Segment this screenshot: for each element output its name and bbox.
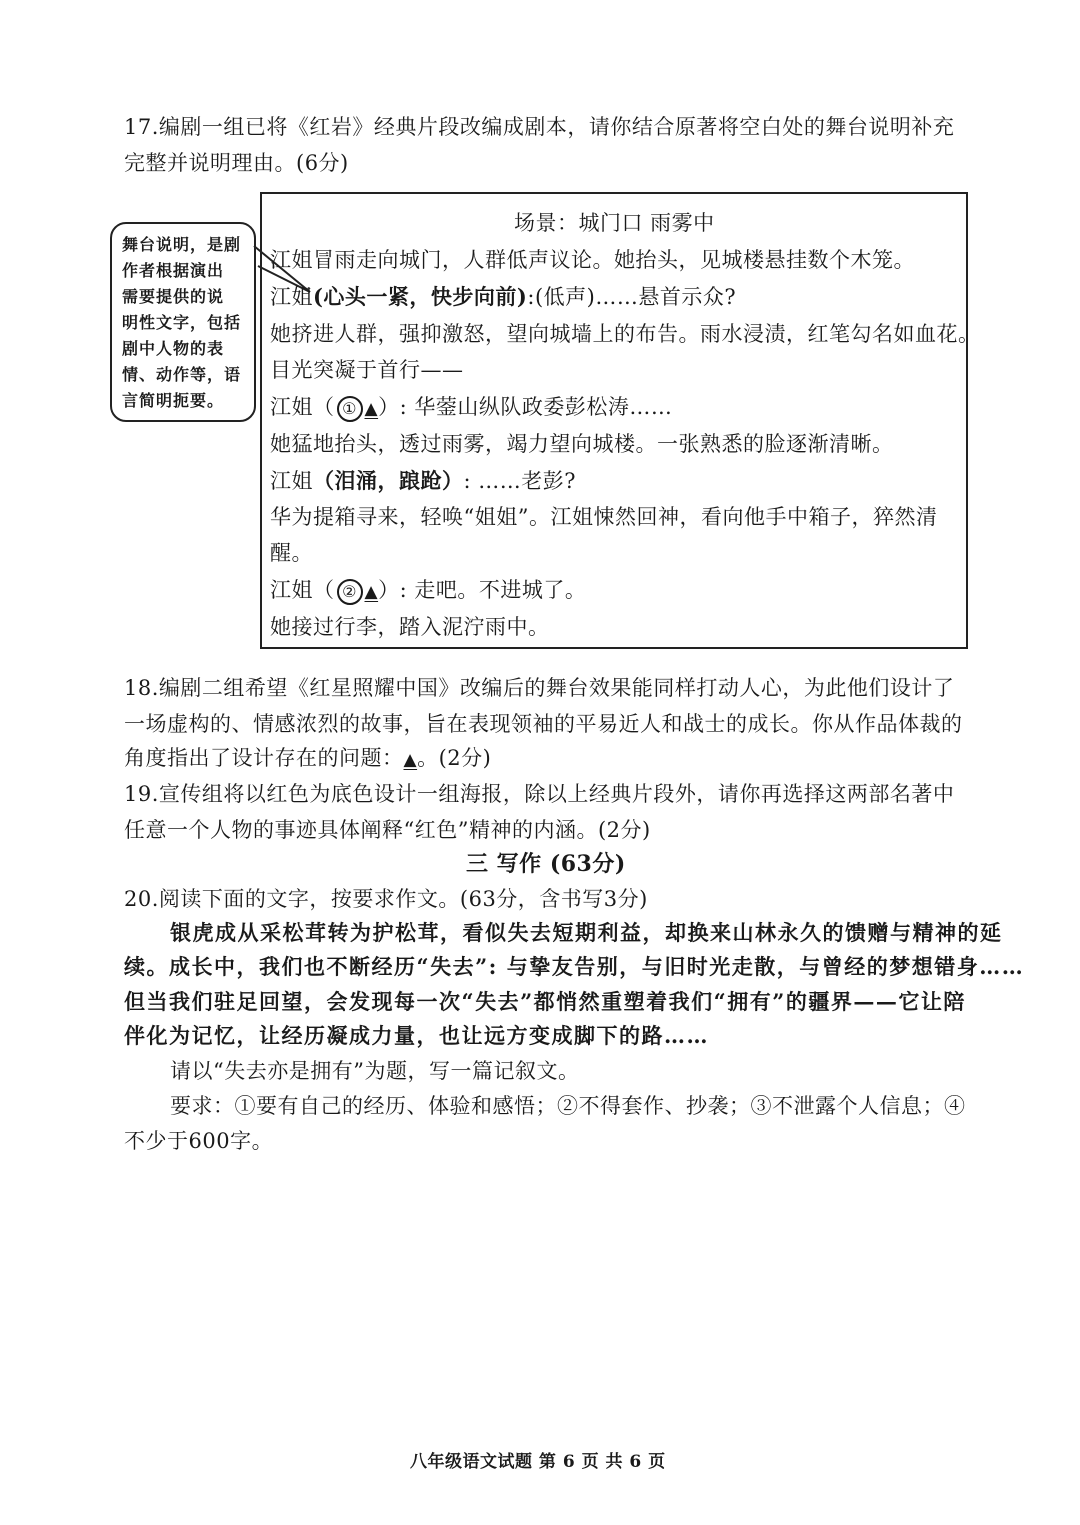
speaker: 江姐（: [270, 395, 335, 419]
script-line-3: 她挤进人群，强抑激怒，望向城墙上的布告。雨水浸渍，红笔勾名如血花。: [270, 322, 980, 346]
note-line: 剧中人物的表: [122, 339, 225, 358]
stage-direction-note: [110, 222, 256, 422]
script-line-9: 醒。: [270, 541, 313, 565]
speaker: 江姐: [270, 285, 313, 309]
answer-blank-3: ▲: [403, 750, 418, 770]
q18-text: 角度指出了设计存在的问题：: [124, 746, 404, 770]
q20-passage-line-2: 续。成长中，我们也不断经历“失去”: 与挚友告别，与旧时光走散，与曾经的梦想错身……: [124, 954, 1025, 979]
q20-passage-line-1: 银虎成从采松茸转为护松茸，看似失去短期利益，却换来山林永久的馈赠与精神的延: [170, 920, 1003, 945]
q20-passage-line-4: 伴化为记忆，让经历凝成力量，也让远方变成脚下的路……: [124, 1023, 709, 1048]
section-heading: 三 写作 (63分): [466, 851, 626, 877]
speaker: 江姐（: [270, 578, 335, 602]
note-line: 言简明扼要。: [122, 391, 225, 410]
blank-number-2: ②: [337, 579, 363, 605]
answer-blank-2: ▲: [364, 582, 379, 602]
script-line-11: 她接过行李，踏入泥泞雨中。: [270, 615, 550, 639]
q18-line-3: [124, 743, 491, 775]
note-line: 需要提供的说: [122, 287, 225, 306]
q17-line-1: 17.编剧一组已将《红岩》经典片段改编成剧本，请你结合原著将空白处的舞台说明补充: [124, 115, 955, 139]
note-line: 作者根据演出: [122, 261, 225, 280]
script-line-7: [270, 466, 576, 496]
q20-requirements-line-2: 不少于600字。: [124, 1129, 274, 1153]
stage-direction: （泪涌，踉跄）: [313, 468, 464, 493]
script-line-4: 目光突凝于首行——: [270, 358, 464, 382]
q20-prompt: 请以“失去亦是拥有”为题，写一篇记叙文。: [170, 1059, 580, 1083]
q18-score: 。(2分): [417, 746, 492, 770]
script-line-2: [270, 282, 736, 312]
note-line: 情、动作等，语: [122, 365, 242, 384]
note-line: 明性文字，包括: [122, 313, 242, 332]
stage-direction: (心头一紧，快步向前): [313, 284, 528, 309]
blank-number-1: ①: [337, 396, 363, 422]
page-footer: 八年级语文试题 第 6 页 共 6 页: [410, 1452, 666, 1472]
scene-heading: 场景：城门口 雨雾中: [514, 211, 715, 235]
dialogue: ）: 走吧。不进城了。: [378, 578, 587, 602]
q20-passage-line-3: 但当我们驻足回望，会发现每一次“失去”都悄然重塑着我们“拥有”的疆界——它让陪: [124, 989, 966, 1014]
script-line-8: 华为提箱寻来，轻唤“姐姐”。江姐悚然回神，看向他手中箱子，猝然清: [270, 505, 938, 529]
answer-blank-1: ▲: [364, 399, 379, 419]
script-line-10: [270, 575, 586, 607]
q19-line-1: 19.宣传组将以红色为底色设计一组海报，除以上经典片段外，请你再选择这两部名著中: [124, 782, 955, 806]
script-line-1: 江姐冒雨走向城门，人群低声议论。她抬头，见城楼悬挂数个木笼。: [270, 248, 915, 272]
q20-line-1: 20.阅读下面的文字，按要求作文。(63分，含书写3分): [124, 887, 648, 911]
note-line: 舞台说明，是剧: [122, 235, 242, 254]
dialogue: : ……老彭?: [463, 469, 577, 493]
q18-line-1: 18.编剧二组希望《红星照耀中国》改编后的舞台效果能同样打动人心，为此他们设计了: [124, 676, 955, 700]
q19-line-2: 任意一个人物的事迹具体阐释“红色”精神的内涵。(2分): [124, 818, 651, 842]
q20-requirements-line-1: 要求：①要有自己的经历、体验和感悟；②不得套作、抄袭；③不泄露个人信息；④: [170, 1094, 966, 1118]
dialogue: ）: 华蓥山纵队政委彭松涛……: [378, 395, 673, 419]
script-line-6: 她猛地抬头，透过雨雾，竭力望向城楼。一张熟悉的脸逐渐清晰。: [270, 432, 894, 456]
script-line-5: [270, 392, 672, 424]
q18-line-2: 一场虚构的、情感浓烈的故事，旨在表现领袖的平易近人和战士的成长。你从作品体裁的: [124, 712, 963, 736]
dialogue: :(低声)……悬首示众?: [527, 285, 737, 309]
speaker: 江姐: [270, 469, 313, 493]
q17-line-2: 完整并说明理由。(6分): [124, 151, 349, 175]
